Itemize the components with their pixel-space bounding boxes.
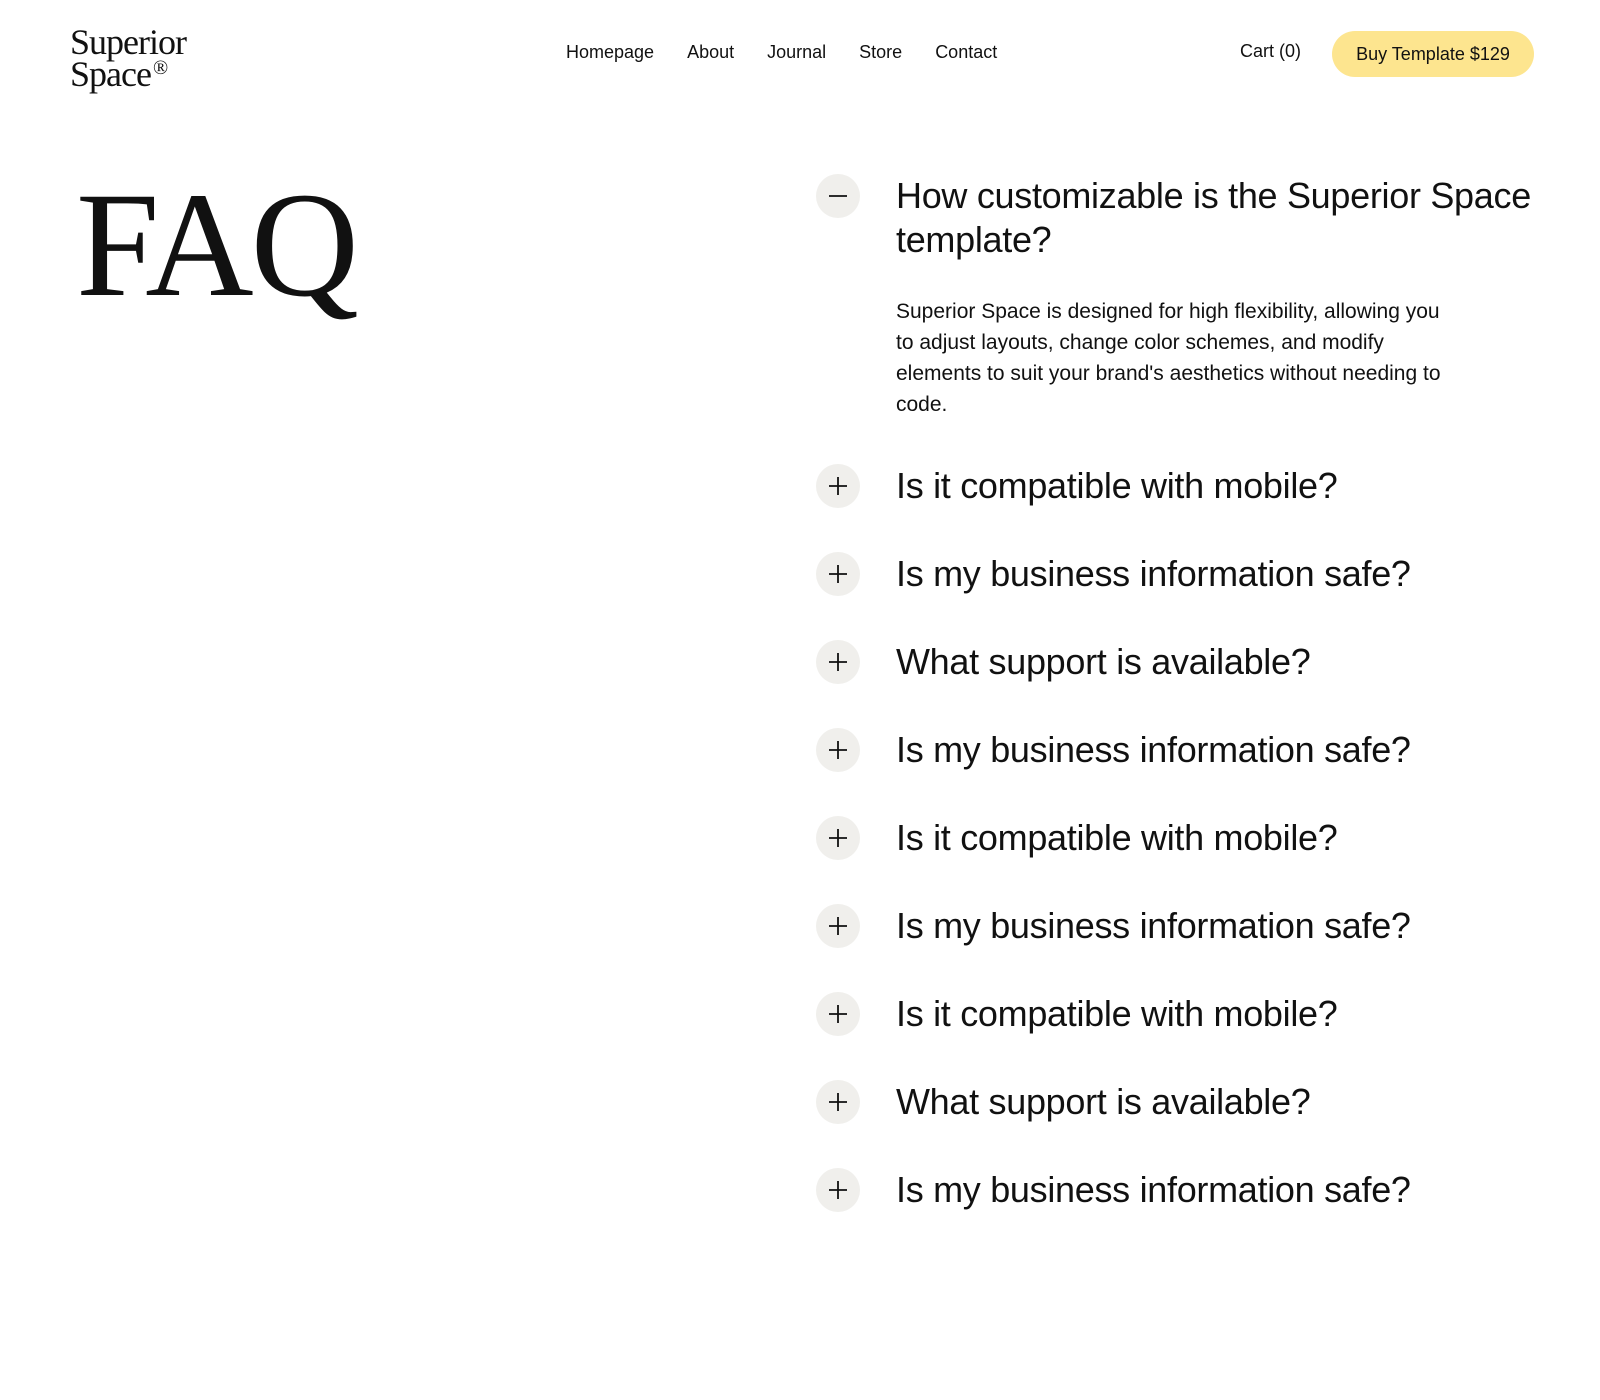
faq-answer: Superior Space is designed for high flexibility, allowing you to adjust layouts, change color schemes, and modify elements to suit your brand's aesthetics without needing to code. xyxy=(896,300,1441,416)
plus-icon xyxy=(828,1004,848,1024)
faq-toggle-button[interactable] xyxy=(816,728,860,772)
faq-item[interactable] xyxy=(816,464,1536,508)
faq-body xyxy=(896,174,1536,420)
faq-body xyxy=(896,816,1536,860)
nav-item-journal[interactable]: Journal xyxy=(767,42,827,62)
faq-item[interactable] xyxy=(816,1168,1536,1212)
brand-logo[interactable] xyxy=(70,22,186,94)
brand-line-2 xyxy=(70,54,186,94)
faq-list xyxy=(816,174,1536,1212)
plus-icon xyxy=(828,740,848,760)
faq-body xyxy=(896,1168,1536,1212)
buy-template-button[interactable]: Buy Template $129 xyxy=(1332,31,1534,77)
faq-question[interactable]: Is my business information safe? xyxy=(896,905,1411,946)
plus-icon xyxy=(828,1180,848,1200)
brand-line-2-text: Space xyxy=(70,54,151,94)
plus-icon xyxy=(828,1092,848,1112)
faq-question[interactable]: What support is available? xyxy=(896,1081,1311,1122)
faq-question[interactable]: What support is available? xyxy=(896,641,1311,682)
faq-question[interactable]: Is it compatible with mobile? xyxy=(896,993,1338,1034)
nav-item-homepage[interactable]: Homepage xyxy=(566,42,655,62)
faq-toggle-button[interactable] xyxy=(816,992,860,1036)
faq-toggle-button[interactable] xyxy=(816,1080,860,1124)
minus-icon xyxy=(828,186,848,206)
faq-question[interactable]: Is it compatible with mobile? xyxy=(896,465,1338,506)
faq-item[interactable] xyxy=(816,816,1536,860)
faq-question[interactable]: How customizable is the Superior Space template? xyxy=(896,175,1531,260)
faq-question[interactable]: Is my business information safe? xyxy=(896,729,1411,770)
faq-body xyxy=(896,1080,1536,1124)
brand-line-1: Superior xyxy=(70,22,186,62)
nav-item-contact[interactable]: Contact xyxy=(935,42,998,62)
faq-question[interactable]: Is it compatible with mobile? xyxy=(896,817,1338,858)
plus-icon xyxy=(828,652,848,672)
faq-question[interactable]: Is my business information safe? xyxy=(896,553,1411,594)
faq-body xyxy=(896,640,1536,684)
faq-toggle-button[interactable] xyxy=(816,552,860,596)
faq-body xyxy=(896,464,1536,508)
page-title: FAQ xyxy=(76,162,356,328)
faq-toggle-button[interactable] xyxy=(816,1168,860,1212)
site-header xyxy=(0,0,1600,110)
cart-link[interactable]: Cart (0) xyxy=(1240,41,1302,61)
faq-toggle-button[interactable] xyxy=(816,816,860,860)
faq-body xyxy=(896,992,1536,1036)
faq-question[interactable]: Is my business information safe? xyxy=(896,1169,1411,1210)
faq-item[interactable] xyxy=(816,992,1536,1036)
faq-item[interactable] xyxy=(816,904,1536,948)
faq-toggle-button[interactable] xyxy=(816,904,860,948)
plus-icon xyxy=(828,476,848,496)
faq-item[interactable] xyxy=(816,640,1536,684)
nav-item-about[interactable]: About xyxy=(687,42,735,62)
faq-item[interactable] xyxy=(816,552,1536,596)
main-nav xyxy=(566,42,997,63)
faq-toggle-button[interactable] xyxy=(816,464,860,508)
plus-icon xyxy=(828,828,848,848)
faq-toggle-button[interactable] xyxy=(816,174,860,218)
faq-item[interactable] xyxy=(816,174,1536,420)
plus-icon xyxy=(828,916,848,936)
faq-item[interactable] xyxy=(816,728,1536,772)
nav-item-store[interactable]: Store xyxy=(859,42,903,62)
faq-body xyxy=(896,904,1536,948)
faq-body xyxy=(896,552,1536,596)
registered-mark: ® xyxy=(152,57,168,79)
faq-body xyxy=(896,728,1536,772)
faq-toggle-button[interactable] xyxy=(816,640,860,684)
plus-icon xyxy=(828,564,848,584)
faq-item[interactable] xyxy=(816,1080,1536,1124)
